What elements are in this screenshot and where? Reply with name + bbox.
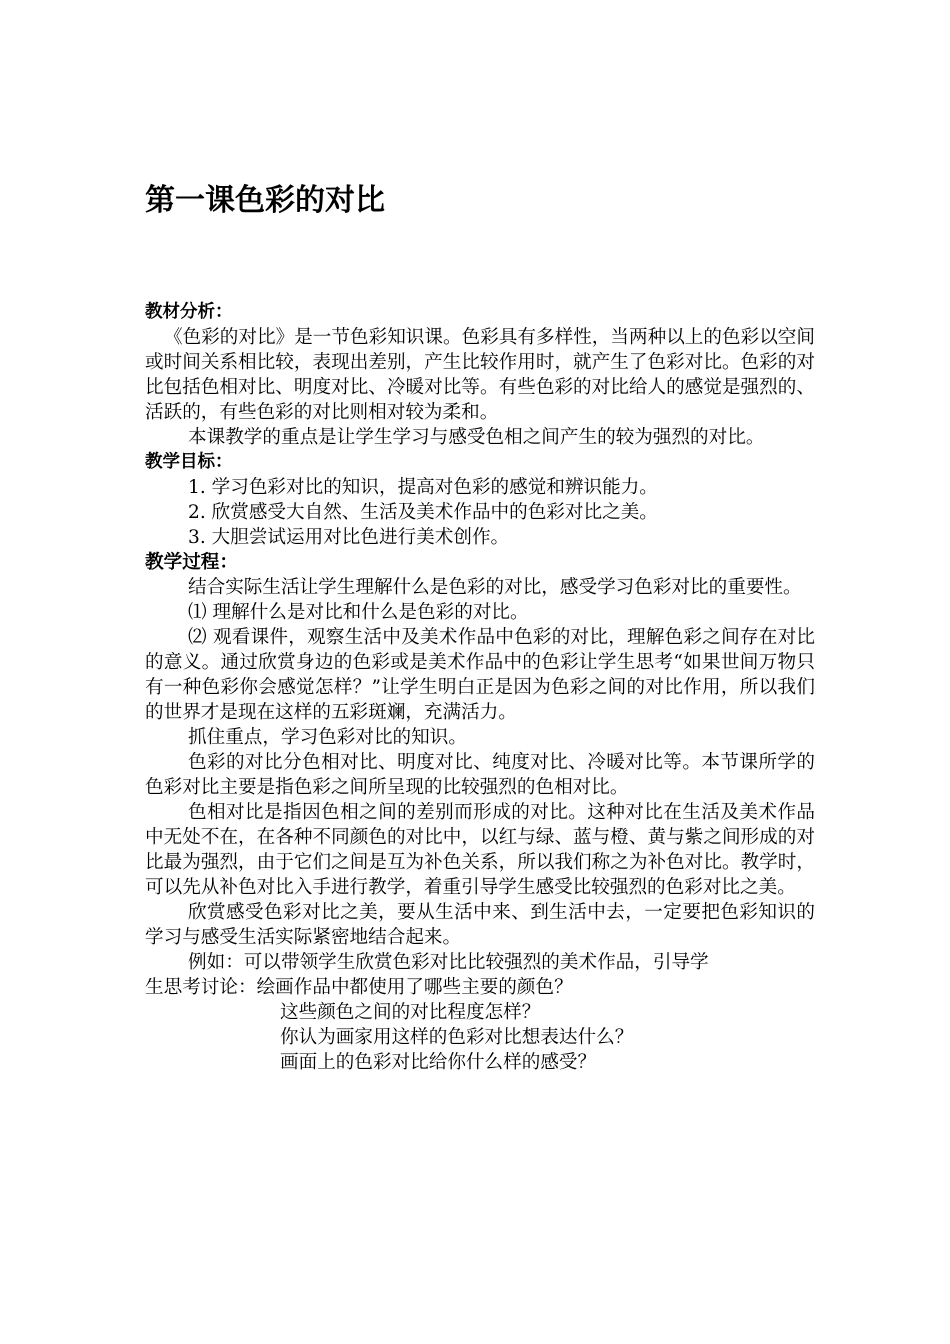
section-teaching-goals xyxy=(145,450,815,550)
document-body xyxy=(145,300,815,1075)
process-paragraph: 抓住重点，学习色彩对比的知识。 xyxy=(188,727,467,748)
process-paragraph: 例如：可以带领学生欣赏色彩对比比较强烈的美术作品，引导学 xyxy=(188,952,709,973)
discussion-question: 画面上的色彩对比给你什么样的感受？ xyxy=(280,1052,597,1073)
process-paragraph: 结合实际生活让学生理解什么是色彩的对比，感受学习色彩对比的重要性。 xyxy=(188,577,802,598)
process-step: ⑵ 观看课件，观察生活中及美术作品中色彩的对比，理解色彩之间存在对比的意义。通过欣赏身边的色彩或是美术作品中的色彩让学生思考“如果世间万物只有一种色彩你会感觉怎样？”让学生明白正是因为色彩之间的对比作用，所以我们的世界才是现在这样的五彩斑斓，充满活力。 xyxy=(145,627,815,723)
process-paragraph: 色相对比是指因色相之间的差别而形成的对比。这种对比在生活及美术作品中无处不在，在各种不同颜色的对比中，以红与绿、蓝与橙、黄与紫之间形成的对比最为强烈，由于它们之间是互为补色关系，所以我们称之为补色对比。教学时，可以先从补色对比入手进行教学，着重引导学生感受比较强烈的色彩对比之美。 xyxy=(145,802,815,898)
section-heading-process: 教学过程： xyxy=(145,552,238,573)
section-heading-material: 教材分析： xyxy=(145,302,233,322)
discussion-question: 这些颜色之间的对比程度怎样？ xyxy=(280,1002,541,1023)
process-paragraph: 欣赏感受色彩对比之美，要从生活中来、到生活中去，一定要把色彩知识的学习与感受生活实际紧密地结合起来。 xyxy=(145,902,815,948)
goal-item: 1. 学习色彩对比的知识，提高对色彩的感觉和辨识能力。 xyxy=(188,477,658,498)
discussion-question: 绘画作品中都使用了哪些主要的颜色？ xyxy=(256,977,573,998)
discussion-question: 你认为画家用这样的色彩对比想表达什么？ xyxy=(280,1027,634,1048)
page-title: 第一课色彩的对比 xyxy=(145,183,385,218)
discussion-question-row xyxy=(145,975,815,1000)
material-key-point: 本课教学的重点是让学生学习与感受色相之间产生的较为强烈的对比。 xyxy=(188,427,765,448)
goal-item: 2. 欣赏感受大自然、生活及美术作品中的色彩对比之美。 xyxy=(188,502,658,523)
section-heading-goals: 教学目标： xyxy=(145,452,233,472)
section-material-analysis xyxy=(145,300,815,450)
process-paragraph: 色彩的对比分色相对比、明度对比、纯度对比、冷暖对比等。本节课所学的色彩对比主要是指色彩之间所呈现的比较强烈的色相对比。 xyxy=(145,752,815,798)
material-paragraph: 《色彩的对比》是一节色彩知识课。色彩具有多样性，当两种以上的色彩以空间或时间关系相比较，表现出差别，产生比较作用时，就产生了色彩对比。色彩的对比包括色相对比、明度对比、冷暖对比等。有些色彩的对比给人的感觉是强烈的、活跃的，有些色彩的对比则相对较为柔和。 xyxy=(145,327,815,423)
discussion-lead: 生思考讨论： xyxy=(145,977,257,998)
process-step: ⑴ 理解什么是对比和什么是色彩的对比。 xyxy=(188,602,529,623)
goal-item: 3. 大胆尝试运用对比色进行美术创作。 xyxy=(188,527,510,548)
section-teaching-process xyxy=(145,550,815,1075)
